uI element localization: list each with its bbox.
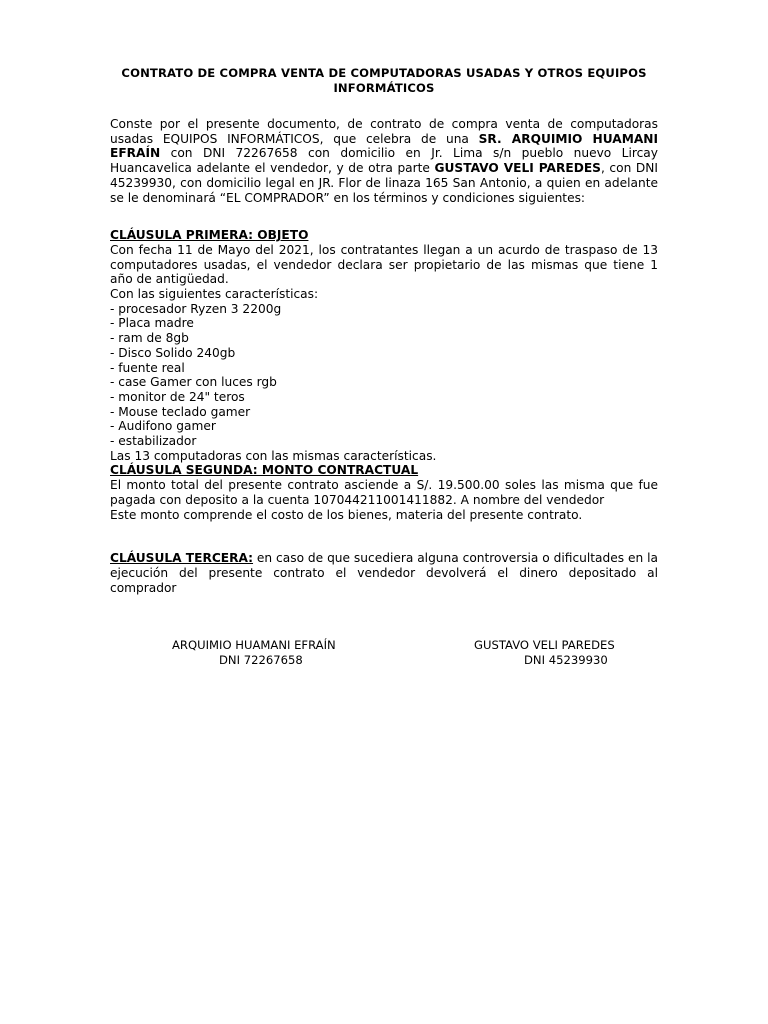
- features-list: [110, 302, 658, 449]
- buyer-signature-name: GUSTAVO VELI PAREDES: [474, 638, 615, 652]
- feature-item: - Audifono gamer: [110, 419, 216, 434]
- feature-item: - Disco Solido 240gb: [110, 345, 236, 360]
- feature-item: - monitor de 24" teros: [110, 389, 245, 404]
- clause-third-paragraph: [110, 551, 658, 595]
- feature-item: - Mouse teclado gamer: [110, 404, 251, 419]
- intro-paragraph: [110, 117, 658, 205]
- seller-name-bold: SR. ARQUIMIO HUAMANI EFRAÍN: [110, 131, 658, 161]
- clause-second-body: El monto total del presente contrato asciende a S/. 19.500.00 soles las misma que fue pagada con deposito a la cuenta 107044211001411882. A nombre del vendedor: [110, 478, 658, 507]
- intro-text-1: Conste por el presente documento, de contrato de compra venta de computadoras usadas EQUIPOS INFORMÁTICOS, que celebra de una: [110, 117, 658, 146]
- feature-item: - estabilizador: [110, 434, 197, 449]
- feature-item: - ram de 8gb: [110, 331, 189, 346]
- document-title: [110, 66, 658, 95]
- title-line-2: INFORMÁTICOS: [333, 80, 435, 95]
- feature-item: - case Gamer con luces rgb: [110, 375, 277, 390]
- clause-third: [110, 551, 658, 595]
- intro-text-3: , con DNI 45239930, con domicilio legal en JR. Flor de linaza 165 San Antonio, a quien en adelante se le denominará “EL COMPRADOR” en los términos y condiciones siguientes:: [110, 161, 658, 205]
- feature-item: - procesador Ryzen 3 2200g: [110, 301, 282, 316]
- clause-first-body: Con fecha 11 de Mayo del 2021, los contratantes llegan a un acurdo de traspaso de 13 computadores usadas, el vendedor declara ser propietario de las mismas que tiene 1 año de antigüedad.: [110, 242, 658, 287]
- intro-text-2: con DNI 72267658 con domicilio en Jr. Lima s/n pueblo nuevo Lircay Huancavelica adelante el vendedor, y de otra parte: [110, 146, 658, 176]
- clause-third-body: en caso de que sucediera alguna controversia o dificultades en la ejecución del presente contrato el vendedor devolverá el dinero depositado al comprador: [110, 551, 658, 595]
- features-intro: Con las siguientes características:: [110, 287, 319, 302]
- title-line-1: CONTRATO DE COMPRA VENTA DE COMPUTADORAS USADAS Y OTROS EQUIPOS: [121, 66, 647, 80]
- buyer-signature-dni: DNI 45239930: [524, 653, 608, 667]
- clause-second: [110, 463, 658, 522]
- clause-second-body-2: Este monto comprende el costo de los bienes, materia del presente contrato.: [110, 507, 583, 522]
- feature-item: - fuente real: [110, 360, 185, 375]
- clause-first-heading: CLÁUSULA PRIMERA: OBJETO: [110, 228, 309, 243]
- seller-signature-name: ARQUIMIO HUAMANI EFRAÍN: [172, 638, 336, 652]
- clause-second-heading: CLÁUSULA SEGUNDA: MONTO CONTRACTUAL: [110, 463, 419, 478]
- buyer-signature: [474, 638, 615, 668]
- seller-signature: [172, 638, 336, 668]
- seller-signature-dni: DNI 72267658: [219, 653, 303, 667]
- clause-third-heading: CLÁUSULA TERCERA:: [110, 551, 254, 566]
- buyer-name-bold: GUSTAVO VELI PAREDES: [434, 161, 601, 176]
- clause-first-closing: Las 13 computadoras con las mismas características.: [110, 448, 437, 463]
- signature-block: [110, 638, 658, 678]
- feature-item: - Placa madre: [110, 316, 194, 331]
- clause-first: [110, 228, 658, 463]
